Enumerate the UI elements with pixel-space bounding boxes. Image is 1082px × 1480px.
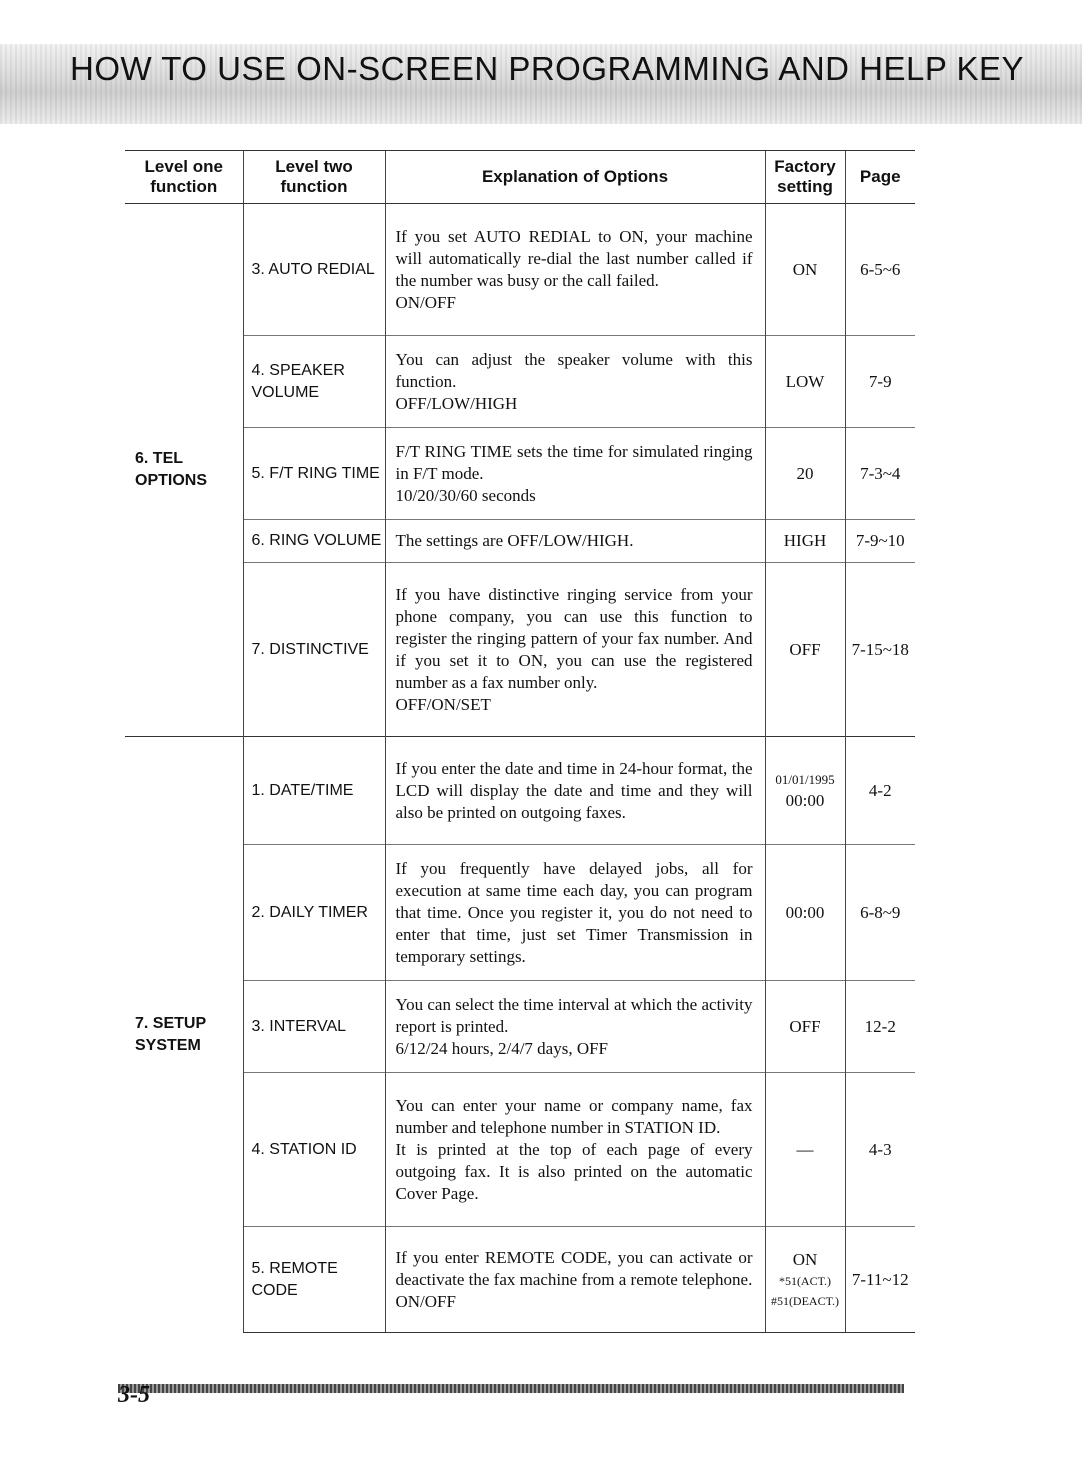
level-two-speaker-volume: 4. SPEAKER VOLUME: [243, 336, 385, 428]
table-row: [125, 1073, 915, 1227]
explanation-options: ON/OFF: [395, 292, 456, 312]
level-one-tel-options: 6. TEL OPTIONS: [135, 450, 208, 489]
factory-setting: OFF: [765, 981, 845, 1073]
factory-setting-deact: #51(DEACT.): [770, 1293, 840, 1308]
level-two-daily-timer: 2. DAILY TIMER: [243, 845, 385, 981]
explanation-text: You can select the time interval at which the activity report is printed.: [395, 994, 753, 1036]
explanation-text: F/T RING TIME sets the time for simulated ringing in F/T mode.: [395, 441, 753, 483]
factory-setting-date: 01/01/1995: [775, 771, 835, 787]
footer-rule: [118, 1384, 904, 1393]
table-row: [125, 981, 915, 1073]
explanation-text: The settings are OFF/LOW/HIGH.: [395, 531, 634, 550]
explanation-text: If you set AUTO REDIAL to ON, your machine will automatically re-dial the last number called if the number was busy or the call failed.: [395, 226, 753, 290]
title-banner: [0, 44, 1082, 124]
page-ref: 7-9~10: [845, 520, 915, 563]
header-level-two: Level two function: [243, 151, 385, 204]
factory-setting: 00:00: [765, 845, 845, 981]
level-two-ft-ring-time: 5. F/T RING TIME: [243, 428, 385, 520]
explanation-text: You can adjust the speaker volume with this function.: [395, 349, 753, 391]
page-ref: 6-5~6: [845, 204, 915, 336]
header-level-one: Level one function: [125, 151, 243, 204]
level-one-setup-system: 7. SETUP SYSTEM: [125, 737, 243, 1333]
level-two-station-id: 4. STATION ID: [243, 1073, 385, 1227]
explanation-text: If you have distinctive ringing service from your phone company, you can use this function to register the ringing pattern of your fax number. And if you set it to ON, you can use the registered number as a fax number only.: [395, 584, 753, 692]
page-ref: 7-11~12: [845, 1227, 915, 1333]
table-row: [125, 520, 915, 563]
explanation-cell: [385, 981, 765, 1073]
table-row: [125, 336, 915, 428]
explanation-text: You can enter your name or company name, fax number and telephone number in STATION ID.: [395, 1095, 753, 1137]
header-explanation: Explanation of Options: [385, 151, 765, 204]
factory-setting-act: *51(ACT.): [778, 1273, 832, 1288]
factory-setting-cell: [765, 737, 845, 845]
explanation-cell: [385, 1073, 765, 1227]
level-two-ring-volume: 6. RING VOLUME: [243, 520, 385, 563]
explanation-cell: [385, 563, 765, 737]
table-row: [125, 1227, 915, 1333]
page-ref: 7-3~4: [845, 428, 915, 520]
table-row: [125, 737, 915, 845]
level-two-distinctive: 7. DISTINCTIVE: [243, 563, 385, 737]
explanation-options: OFF/LOW/HIGH: [395, 393, 518, 413]
explanation-options: OFF/ON/SET: [395, 694, 491, 714]
factory-setting: —: [765, 1073, 845, 1227]
explanation-options: 10/20/30/60 seconds: [395, 485, 536, 505]
explanation-cell: [385, 520, 765, 563]
explanation-cell: [385, 845, 765, 981]
factory-setting: LOW: [765, 336, 845, 428]
level-two-remote-code: 5. REMOTE CODE: [243, 1227, 385, 1333]
table-row: [125, 563, 915, 737]
header-factory-setting: Factory setting: [765, 151, 845, 204]
explanation-options: 6/12/24 hours, 2/4/7 days, OFF: [395, 1038, 609, 1058]
page-ref: 4-2: [845, 737, 915, 845]
factory-setting: 20: [765, 428, 845, 520]
level-two-date-time: 1. DATE/TIME: [243, 737, 385, 845]
factory-setting-time: 00:00: [785, 790, 825, 810]
explanation-text: If you frequently have delayed jobs, all for execution at same time each day, you can program that time. Once you register it, you do not need to enter that time, just set Timer Transmission in temporary settings.: [395, 858, 753, 966]
page-number: 3-5: [118, 1382, 150, 1408]
table-row: [125, 204, 915, 336]
factory-setting-on: ON: [792, 1249, 818, 1269]
header-page: Page: [845, 151, 915, 204]
table-row: [125, 428, 915, 520]
settings-table: [125, 150, 915, 1333]
page-title: HOW TO USE ON-SCREEN PROGRAMMING AND HELP KEY: [70, 50, 1024, 87]
page-ref: 7-15~18: [845, 563, 915, 737]
level-two-interval: 3. INTERVAL: [243, 981, 385, 1073]
explanation-cell: [385, 336, 765, 428]
page-ref: 6-8~9: [845, 845, 915, 981]
explanation-cell: [385, 1227, 765, 1333]
table-header-row: [125, 151, 915, 204]
explanation-cell: [385, 428, 765, 520]
explanation-cell: [385, 204, 765, 336]
page-ref: 12-2: [845, 981, 915, 1073]
page-ref: 4-3: [845, 1073, 915, 1227]
explanation-text-2: It is printed at the top of each page of every outgoing fax. It is also printed on the automatic Cover Page.: [395, 1139, 753, 1203]
explanation-cell: [385, 737, 765, 845]
explanation-text: If you enter REMOTE CODE, you can activate or deactivate the fax machine from a remote telephone.: [395, 1247, 753, 1289]
explanation-options: ON/OFF: [395, 1291, 456, 1311]
factory-setting-cell: [765, 1227, 845, 1333]
table-row: [125, 845, 915, 981]
factory-setting: ON: [765, 204, 845, 336]
factory-setting: HIGH: [765, 520, 845, 563]
factory-setting: OFF: [765, 563, 845, 737]
level-two-auto-redial: 3. AUTO REDIAL: [243, 204, 385, 336]
page-ref: 7-9: [845, 336, 915, 428]
explanation-text: If you enter the date and time in 24-hour format, the LCD will display the date and time and they will also be printed on outgoing faxes.: [395, 758, 753, 822]
